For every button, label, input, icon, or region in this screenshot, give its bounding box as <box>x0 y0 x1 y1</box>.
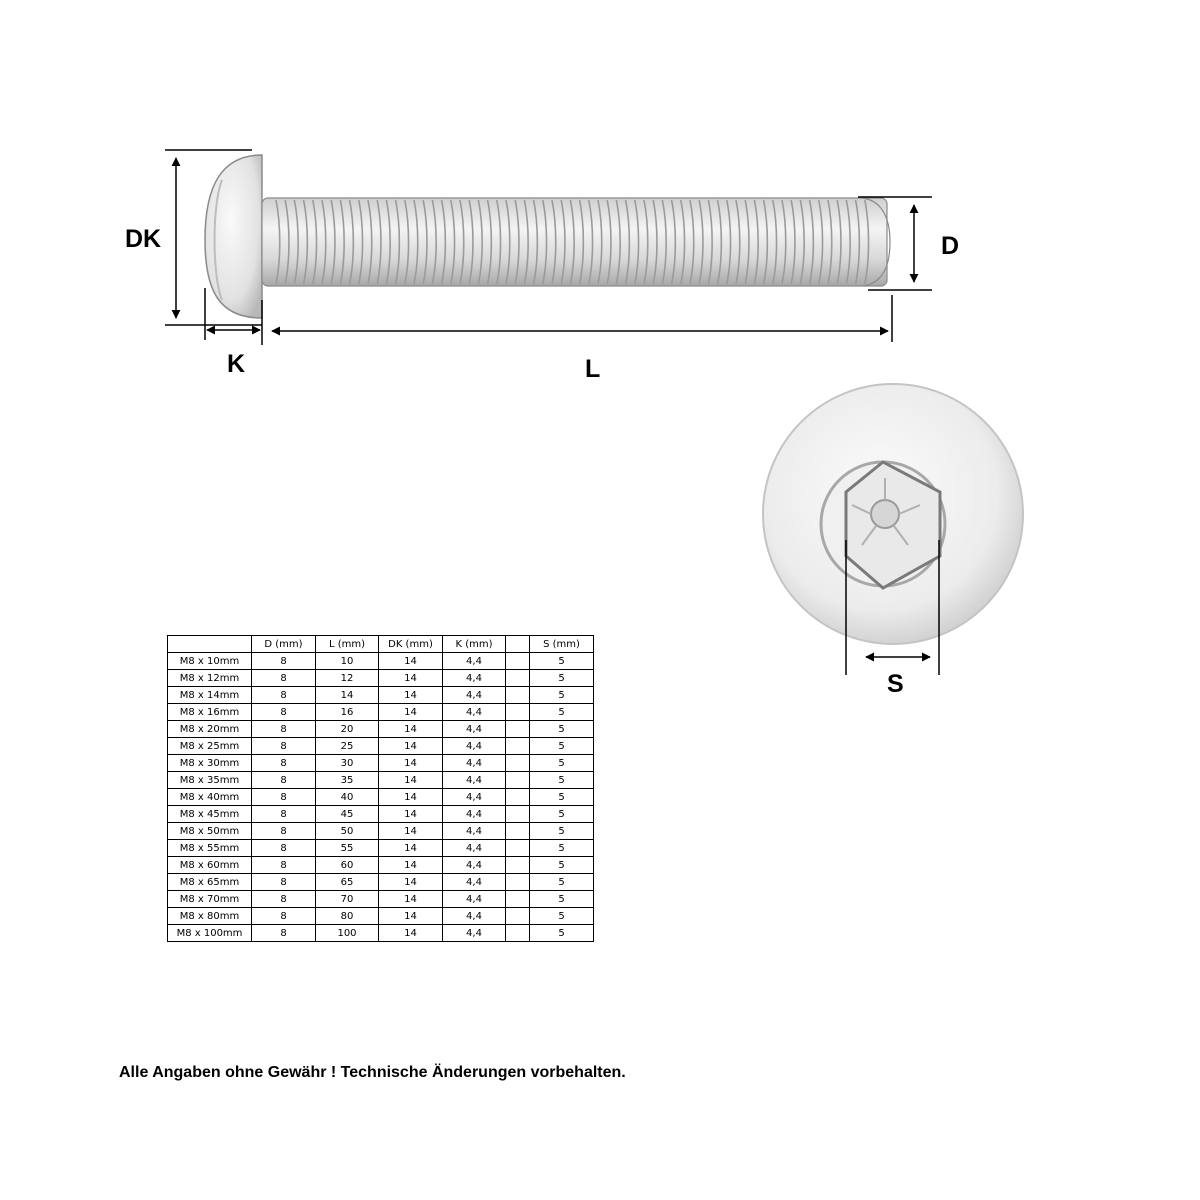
table-cell <box>506 653 530 670</box>
table-cell <box>506 806 530 823</box>
table-cell <box>506 755 530 772</box>
table-cell: 14 <box>379 874 443 891</box>
dimensions-table <box>167 635 594 942</box>
table-row <box>168 823 594 840</box>
table-cell: 8 <box>252 738 316 755</box>
table-cell: 5 <box>530 840 594 857</box>
table-cell: 5 <box>530 670 594 687</box>
table-cell: 5 <box>530 806 594 823</box>
table-cell: 14 <box>379 772 443 789</box>
l-label: L <box>585 355 601 383</box>
table-cell: 40 <box>316 789 379 806</box>
table-row <box>168 704 594 721</box>
table-cell: 55 <box>316 840 379 857</box>
table-cell: 70 <box>316 891 379 908</box>
table-row <box>168 772 594 789</box>
table-cell: 5 <box>530 755 594 772</box>
table-cell: 4,4 <box>443 925 506 942</box>
table-cell <box>506 789 530 806</box>
table-cell: 14 <box>379 738 443 755</box>
table-cell <box>506 738 530 755</box>
size-cell: M8 x 80mm <box>168 908 252 925</box>
table-cell: 8 <box>252 908 316 925</box>
table-cell: 4,4 <box>443 755 506 772</box>
size-cell: M8 x 16mm <box>168 704 252 721</box>
table-cell: 65 <box>316 874 379 891</box>
table-cell: 8 <box>252 857 316 874</box>
table-cell: 14 <box>379 925 443 942</box>
table-cell: 4,4 <box>443 704 506 721</box>
table-row <box>168 670 594 687</box>
table-row <box>168 653 594 670</box>
table-cell <box>506 891 530 908</box>
table-cell: 14 <box>379 806 443 823</box>
table-cell: 4,4 <box>443 806 506 823</box>
size-cell: M8 x 10mm <box>168 653 252 670</box>
table-cell: 14 <box>379 857 443 874</box>
size-cell: M8 x 50mm <box>168 823 252 840</box>
table-header-row <box>168 636 594 653</box>
table-cell: 5 <box>530 874 594 891</box>
d-label: D <box>941 232 960 260</box>
table-row <box>168 857 594 874</box>
table-header-cell: L (mm) <box>316 636 379 653</box>
table-cell: 8 <box>252 721 316 738</box>
table-cell: 35 <box>316 772 379 789</box>
table-cell: 8 <box>252 840 316 857</box>
table-cell: 14 <box>379 789 443 806</box>
table-cell: 5 <box>530 925 594 942</box>
table-row <box>168 721 594 738</box>
size-cell: M8 x 25mm <box>168 738 252 755</box>
table-cell: 5 <box>530 857 594 874</box>
table-cell: 14 <box>379 908 443 925</box>
table-cell: 4,4 <box>443 789 506 806</box>
table-cell: 5 <box>530 789 594 806</box>
table-row <box>168 738 594 755</box>
table-cell: 14 <box>379 704 443 721</box>
table-cell: 14 <box>316 687 379 704</box>
table-header-cell: D (mm) <box>252 636 316 653</box>
table-cell: 5 <box>530 908 594 925</box>
table-cell: 60 <box>316 857 379 874</box>
table-cell: 12 <box>316 670 379 687</box>
table-cell: 5 <box>530 653 594 670</box>
table-cell: 14 <box>379 891 443 908</box>
table-cell: 45 <box>316 806 379 823</box>
table-cell <box>506 721 530 738</box>
table-cell: 14 <box>379 721 443 738</box>
dk-label: DK <box>125 225 162 253</box>
table-cell: 4,4 <box>443 823 506 840</box>
table-cell: 80 <box>316 908 379 925</box>
table-header-cell: DK (mm) <box>379 636 443 653</box>
table-cell: 4,4 <box>443 738 506 755</box>
size-cell: M8 x 14mm <box>168 687 252 704</box>
table-cell: 5 <box>530 772 594 789</box>
size-cell: M8 x 20mm <box>168 721 252 738</box>
table-cell: 50 <box>316 823 379 840</box>
table-row <box>168 891 594 908</box>
table-cell: 5 <box>530 721 594 738</box>
table-row <box>168 908 594 925</box>
table-cell <box>506 925 530 942</box>
table-cell: 14 <box>379 823 443 840</box>
table-cell: 14 <box>379 670 443 687</box>
table-cell: 8 <box>252 823 316 840</box>
table-cell: 8 <box>252 925 316 942</box>
table-cell: 4,4 <box>443 857 506 874</box>
table-row <box>168 840 594 857</box>
table-cell: 4,4 <box>443 908 506 925</box>
table-cell <box>506 874 530 891</box>
size-cell: M8 x 65mm <box>168 874 252 891</box>
table-cell: 5 <box>530 738 594 755</box>
table-cell: 4,4 <box>443 840 506 857</box>
size-cell: M8 x 35mm <box>168 772 252 789</box>
disclaimer-text: Alle Angaben ohne Gewähr ! Technische Änderungen vorbehalten. <box>119 1064 626 1081</box>
table-cell: 20 <box>316 721 379 738</box>
table-row <box>168 874 594 891</box>
table-cell <box>506 908 530 925</box>
table-cell: 5 <box>530 704 594 721</box>
size-cell: M8 x 12mm <box>168 670 252 687</box>
table-cell: 14 <box>379 653 443 670</box>
table-cell: 4,4 <box>443 874 506 891</box>
screw-top-view-icon <box>763 384 1023 644</box>
table-cell: 14 <box>379 840 443 857</box>
table-cell: 5 <box>530 891 594 908</box>
table-cell: 4,4 <box>443 772 506 789</box>
table-cell: 10 <box>316 653 379 670</box>
table-cell: 100 <box>316 925 379 942</box>
table-cell <box>506 670 530 687</box>
table-row <box>168 925 594 942</box>
table-cell: 4,4 <box>443 891 506 908</box>
table-header-cell <box>168 636 252 653</box>
table-cell: 8 <box>252 653 316 670</box>
size-cell: M8 x 45mm <box>168 806 252 823</box>
table-cell: 4,4 <box>443 687 506 704</box>
table-cell: 14 <box>379 755 443 772</box>
table-cell <box>506 687 530 704</box>
table-cell: 8 <box>252 755 316 772</box>
table-cell: 4,4 <box>443 653 506 670</box>
k-label: K <box>227 350 246 378</box>
table-cell <box>506 857 530 874</box>
size-cell: M8 x 70mm <box>168 891 252 908</box>
table-cell: 8 <box>252 806 316 823</box>
size-cell: M8 x 60mm <box>168 857 252 874</box>
size-cell: M8 x 100mm <box>168 925 252 942</box>
screw-side-view-icon <box>205 155 890 318</box>
table-cell <box>506 840 530 857</box>
table-cell <box>506 823 530 840</box>
table-cell: 16 <box>316 704 379 721</box>
table-cell: 5 <box>530 823 594 840</box>
table-cell <box>506 772 530 789</box>
table-cell: 30 <box>316 755 379 772</box>
size-cell: M8 x 55mm <box>168 840 252 857</box>
table-cell: 8 <box>252 687 316 704</box>
table-cell: 8 <box>252 789 316 806</box>
table-cell: 8 <box>252 891 316 908</box>
table-cell: 4,4 <box>443 721 506 738</box>
table-cell: 5 <box>530 687 594 704</box>
table-cell <box>506 704 530 721</box>
table-header-cell: K (mm) <box>443 636 506 653</box>
table-cell: 8 <box>252 670 316 687</box>
s-label: S <box>887 670 904 698</box>
table-header-cell <box>506 636 530 653</box>
table-cell: 8 <box>252 772 316 789</box>
table-cell: 4,4 <box>443 670 506 687</box>
table-row <box>168 806 594 823</box>
table-cell: 8 <box>252 704 316 721</box>
table-row <box>168 687 594 704</box>
size-cell: M8 x 30mm <box>168 755 252 772</box>
table-cell: 14 <box>379 687 443 704</box>
table-cell: 8 <box>252 874 316 891</box>
table-cell: 25 <box>316 738 379 755</box>
table-header-cell: S (mm) <box>530 636 594 653</box>
table-row <box>168 755 594 772</box>
size-cell: M8 x 40mm <box>168 789 252 806</box>
table-row <box>168 789 594 806</box>
